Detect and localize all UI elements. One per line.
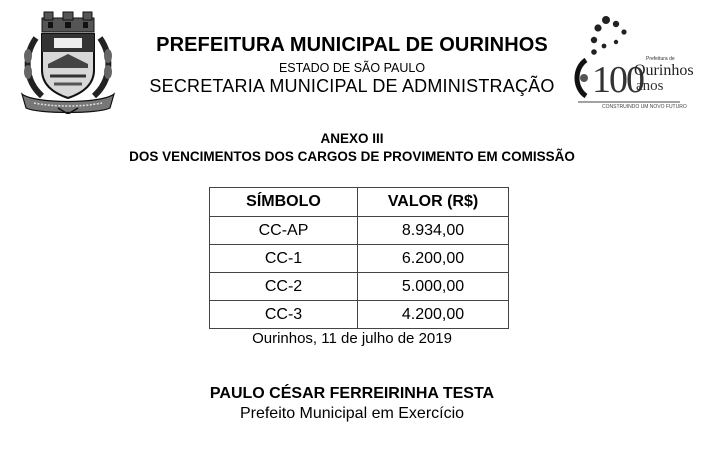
value-cell: 4.200,00 [358,301,509,329]
signer-role: Prefeito Municipal em Exercício [239,405,465,422]
state-subtitle: ESTADO DE SÃO PAULO [278,61,426,75]
annex-heading: ANEXO III [320,131,384,146]
centenary-number: 100 [592,59,643,101]
salary-table [209,187,509,329]
column-header-value: VALOR (R$) [358,188,509,217]
table-row [210,301,509,329]
document-date: Ourinhos, 11 de julho de 2019 [252,330,452,347]
signer-name: PAULO CÉSAR FERREIRINHA TESTA [209,385,495,402]
annex-subheading: DOS VENCIMENTOS DOS CARGOS DE PROVIMENTO EM COMISSÃO [129,149,575,164]
centenary-brand: Ourinhos [634,62,694,79]
centenary-tagline: CONSTRUINDO UM NOVO FUTURO [602,104,687,110]
symbol-cell: CC-2 [210,273,358,301]
column-header-symbol: SÍMBOLO [210,188,358,217]
table-row [210,217,509,245]
centenary-small-label: Prefeitura de [646,56,675,62]
page-title: PREFEITURA MUNICIPAL DE OURINHOS [156,34,548,56]
table-row [210,245,509,273]
table-row [210,273,509,301]
centenary-word: anos [636,78,664,94]
symbol-cell: CC-AP [210,217,358,245]
department-subtitle: SECRETARIA MUNICIPAL DE ADMINISTRAÇÃO [149,76,555,96]
value-cell: 8.934,00 [358,217,509,245]
value-cell: 5.000,00 [358,273,509,301]
table-header-row [210,188,509,217]
value-cell: 6.200,00 [358,245,509,273]
symbol-cell: CC-1 [210,245,358,273]
symbol-cell: CC-3 [210,301,358,329]
